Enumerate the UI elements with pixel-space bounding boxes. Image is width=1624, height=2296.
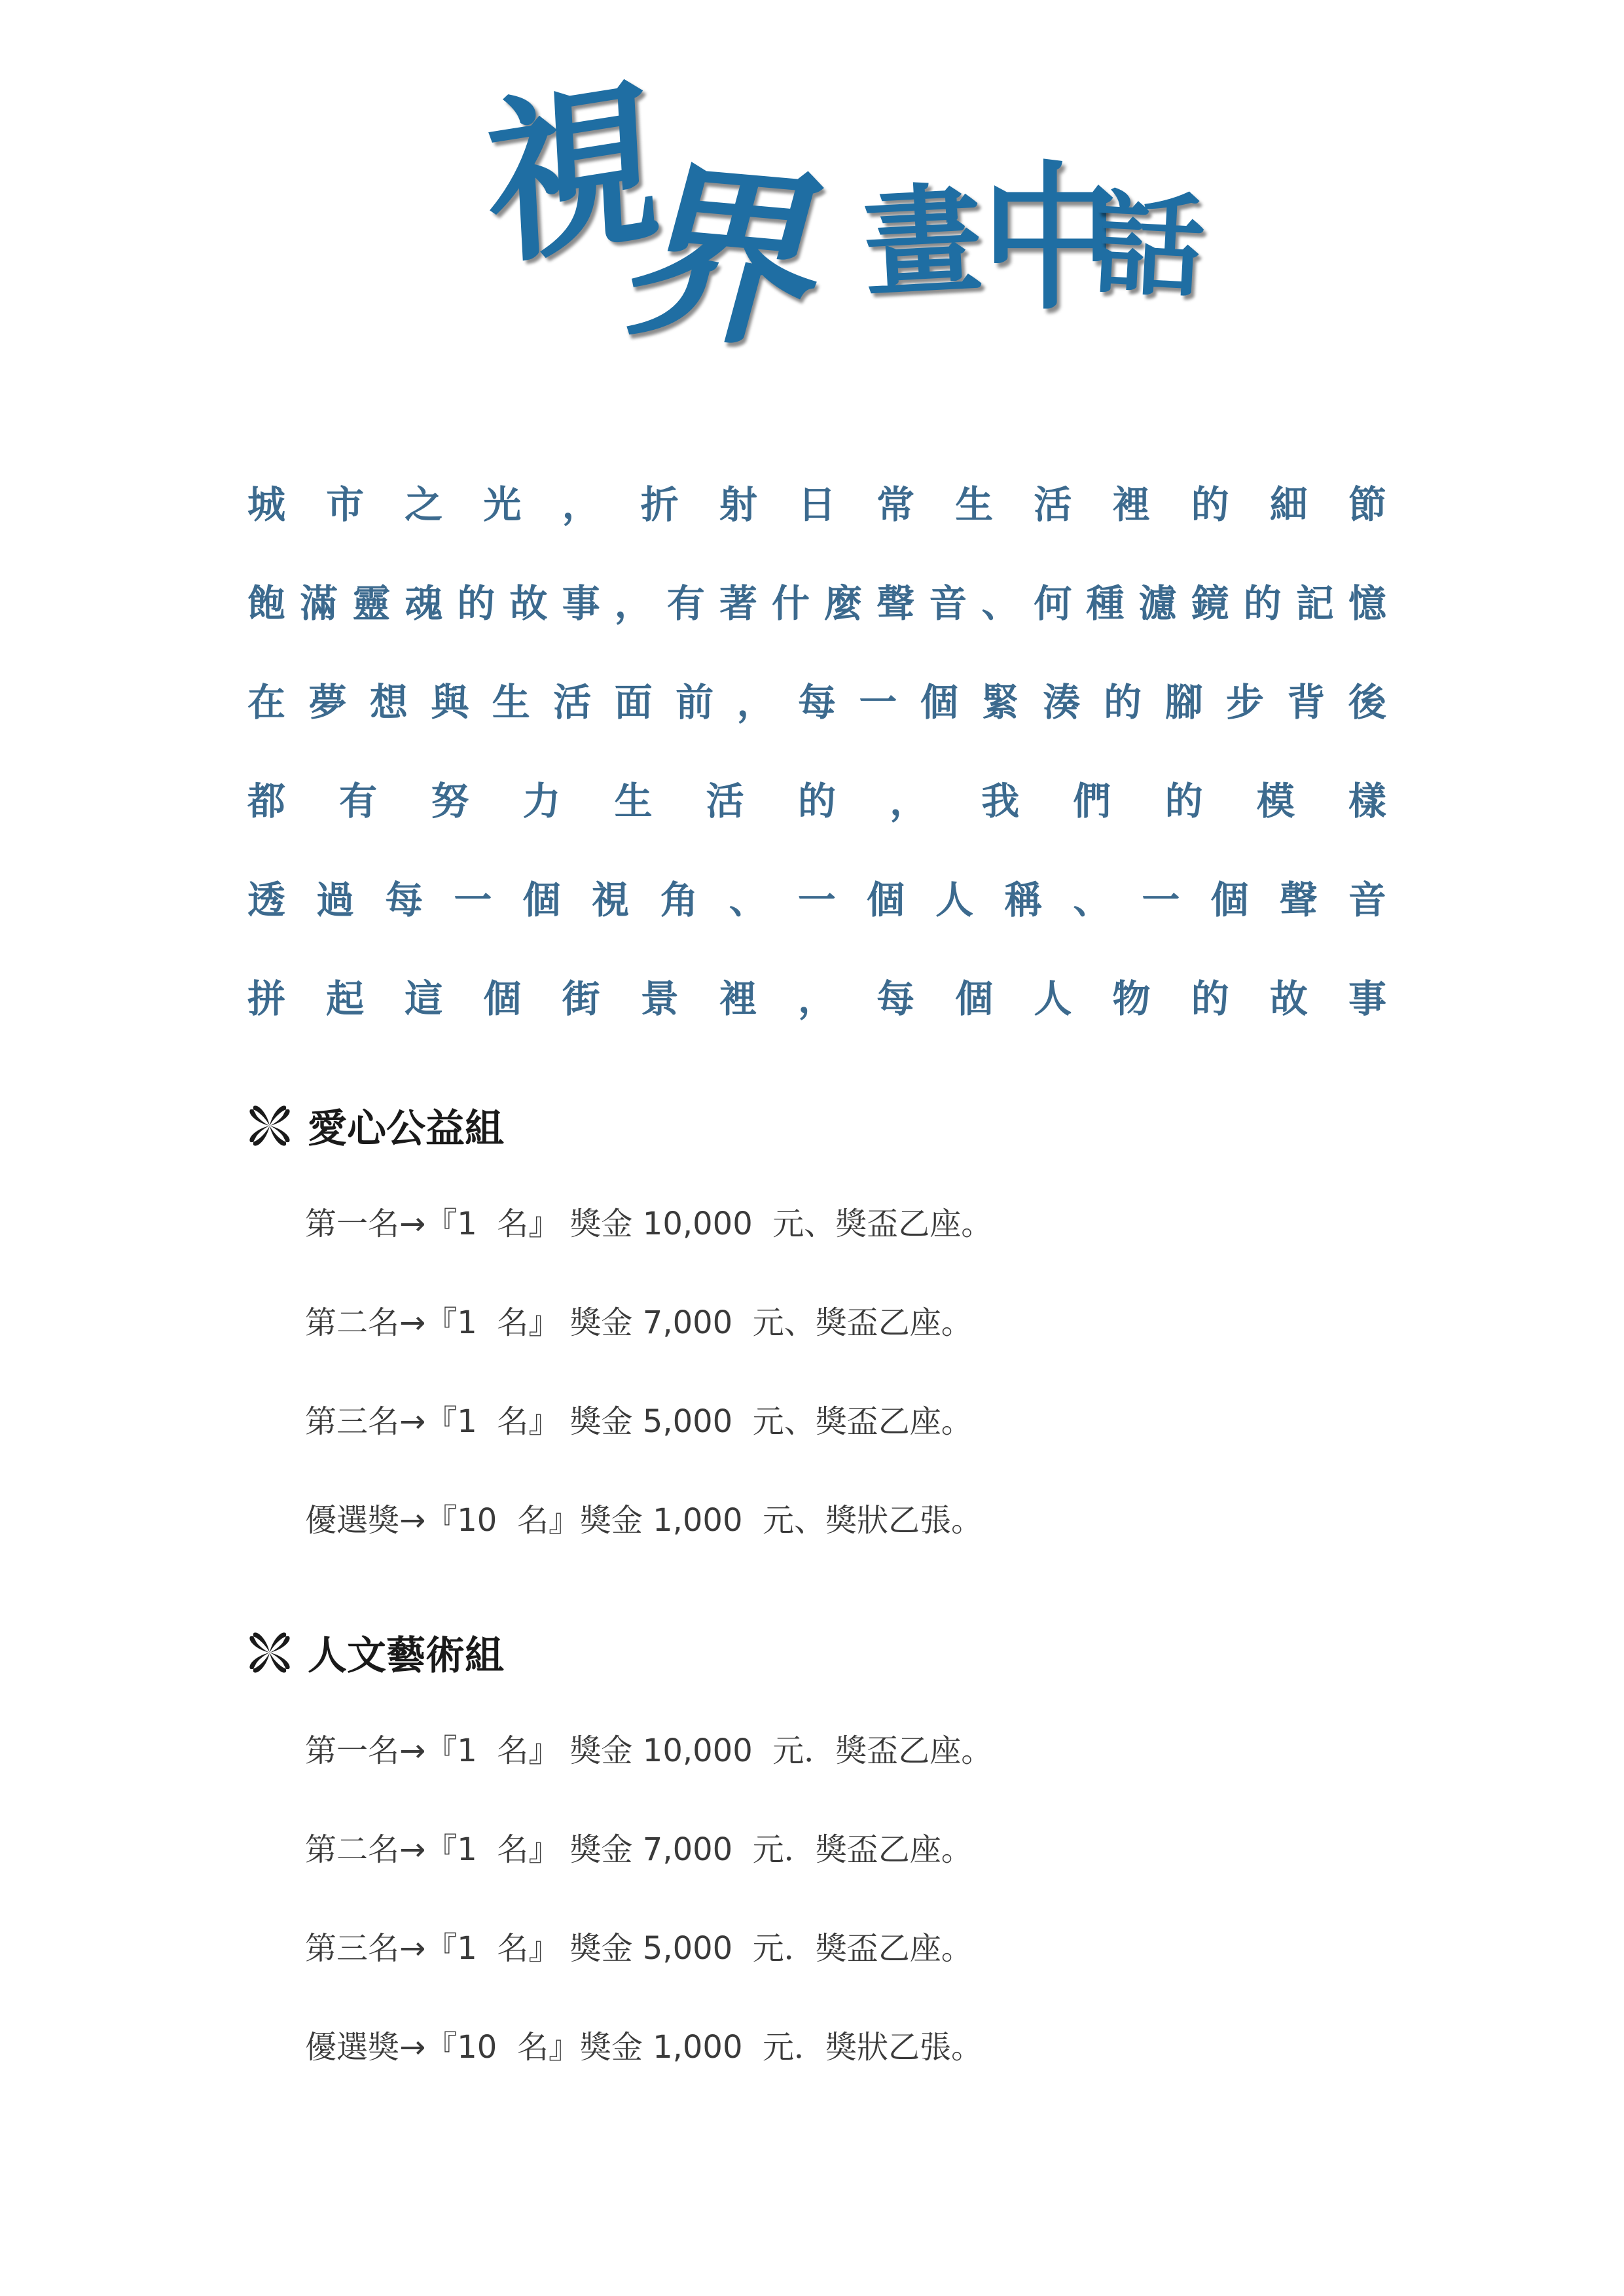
- poem-char: 個: [483, 976, 522, 1021]
- poem-line: [247, 649, 1386, 748]
- poem-char: 生: [614, 778, 653, 823]
- poem-char: ，: [797, 976, 836, 1021]
- poem-char: 人: [1034, 976, 1072, 1021]
- poem-char: 靈: [352, 581, 391, 626]
- poem-char: 稱: [1004, 877, 1043, 922]
- poem-char: 一: [1142, 877, 1180, 922]
- poem-char: 想: [369, 679, 408, 725]
- poem-char: 、: [1073, 877, 1111, 922]
- poem-char: 個: [1210, 877, 1249, 922]
- poem-char: 滿: [300, 581, 338, 626]
- poem-char: 鏡: [1191, 581, 1229, 626]
- poem-char: 角: [660, 877, 698, 922]
- poem-char: 夢: [308, 679, 347, 725]
- poem-char: ，: [890, 778, 928, 823]
- poem-char: 憶: [1348, 581, 1386, 626]
- poem-char: 街: [562, 976, 600, 1021]
- poem-char: 與: [431, 679, 469, 725]
- poem-char: 透: [247, 877, 286, 922]
- poem-char: 生: [492, 679, 530, 725]
- poem-char: 緊: [981, 679, 1020, 725]
- logo-char: 中: [982, 145, 1120, 332]
- poem-char: 射: [719, 482, 757, 527]
- poem-char: 努: [431, 778, 469, 823]
- poem-char: 聲: [1279, 877, 1318, 922]
- poem-char: 個: [955, 976, 994, 1021]
- poem-char: 個: [866, 877, 905, 922]
- poem-char: 模: [1256, 778, 1295, 823]
- poem-char: 都: [247, 778, 286, 823]
- poem-char: 事: [562, 581, 600, 626]
- award-item: 優選獎→『10 名』獎金 1,000 元．獎狀乙張。: [305, 2029, 983, 2066]
- poem-char: 的: [1243, 581, 1282, 626]
- clover-icon: [247, 1630, 292, 1675]
- poem-char: 魂: [405, 581, 443, 626]
- poem-char: 光: [483, 482, 522, 527]
- logo-char: 視: [480, 55, 666, 292]
- poem-char: 生: [955, 482, 994, 527]
- poem-char: 常: [876, 482, 915, 527]
- poem-char: 故: [509, 581, 548, 626]
- poem-char: 的: [1104, 679, 1142, 725]
- poem-char: 何: [1034, 581, 1072, 626]
- poem-char: 起: [326, 976, 365, 1021]
- poem-char: ，: [614, 581, 653, 626]
- poem-char: 活: [1034, 482, 1072, 527]
- poem-char: 故: [1269, 976, 1308, 1021]
- section-title: 愛心公益組: [308, 1106, 504, 1152]
- poem-char: 拼: [247, 976, 286, 1021]
- logo-char: 畫: [860, 170, 986, 314]
- award-list: [305, 1698, 992, 2094]
- poem-char: 的: [1191, 482, 1229, 527]
- poem-char: 折: [640, 482, 679, 527]
- poem-char: 音: [1348, 877, 1386, 922]
- poem-char: 、: [729, 877, 767, 922]
- poem-char: 步: [1226, 679, 1265, 725]
- poem-char: 記: [1295, 581, 1334, 626]
- logo-char: 話: [1089, 177, 1208, 314]
- poem-char: 視: [591, 877, 630, 922]
- poem-char: 一: [859, 679, 897, 725]
- poem-char: 樣: [1348, 778, 1386, 823]
- poem-char: 每: [876, 976, 915, 1021]
- clover-icon: [247, 1103, 292, 1148]
- poem-char: 裡: [719, 976, 757, 1021]
- poem-char: 之: [405, 482, 443, 527]
- award-item: 第三名→『1 名』 獎金 5,000 元、獎盃乙座。: [305, 1403, 973, 1440]
- poem-char: 著: [719, 581, 757, 626]
- poem-char: 一: [454, 877, 492, 922]
- poem-char: 濾: [1138, 581, 1177, 626]
- poem-char: 們: [1073, 778, 1111, 823]
- poem-char: 的: [457, 581, 496, 626]
- poem-line: [247, 452, 1386, 550]
- poem-char: 一: [797, 877, 836, 922]
- poem-char: 個: [522, 877, 561, 922]
- poem-char: 音: [929, 581, 967, 626]
- intro-poem: [247, 452, 1386, 1045]
- poem-char: 人: [935, 877, 974, 922]
- poem-char: 後: [1348, 679, 1386, 725]
- award-item: 第二名→『1 名』 獎金 7,000 元、獎盃乙座。: [305, 1304, 973, 1341]
- poem-char: ，: [562, 482, 600, 527]
- poem-char: 裡: [1112, 482, 1151, 527]
- poem-char: 面: [614, 679, 653, 725]
- poem-char: 麼: [824, 581, 863, 626]
- poem-char: 腳: [1164, 679, 1203, 725]
- award-item: 第一名→『1 名』 獎金 10,000 元、獎盃乙座。: [305, 1206, 993, 1242]
- poem-char: 湊: [1042, 679, 1081, 725]
- poem-char: 有: [339, 778, 378, 823]
- poem-line: [247, 847, 1386, 946]
- poem-char: 的: [797, 778, 836, 823]
- title-logo: [471, 55, 1208, 380]
- poem-char: 種: [1086, 581, 1125, 626]
- poem-line: [247, 946, 1386, 1045]
- poem-char: 細: [1269, 482, 1308, 527]
- poem-line: [247, 550, 1386, 649]
- poem-char: 活: [553, 679, 592, 725]
- poem-char: 城: [247, 482, 286, 527]
- logo-char: 界: [605, 141, 854, 376]
- poem-char: 物: [1112, 976, 1151, 1021]
- award-item: 第一名→『1 名』 獎金 10,000 元．獎盃乙座。: [305, 1732, 993, 1769]
- poem-char: 每: [797, 679, 836, 725]
- poem-char: 、: [981, 581, 1020, 626]
- poem-char: 的: [1191, 976, 1229, 1021]
- poem-char: 背: [1287, 679, 1326, 725]
- poem-char: 在: [247, 679, 286, 725]
- poem-line: [247, 748, 1386, 847]
- poem-char: 個: [920, 679, 958, 725]
- poem-char: ，: [736, 679, 775, 725]
- poem-char: 活: [706, 778, 744, 823]
- section-title: 人文藝術組: [308, 1633, 504, 1679]
- section-heading: [247, 1096, 504, 1155]
- poem-char: 景: [640, 976, 679, 1021]
- poem-char: 的: [1164, 778, 1203, 823]
- poem-char: 每: [385, 877, 424, 922]
- poem-char: 事: [1348, 976, 1386, 1021]
- poem-char: 聲: [876, 581, 915, 626]
- award-item: 第三名→『1 名』 獎金 5,000 元．獎盃乙座。: [305, 1930, 973, 1967]
- section-heading: [247, 1623, 504, 1682]
- poem-char: 力: [522, 778, 561, 823]
- poem-char: 市: [326, 482, 365, 527]
- poem-char: 過: [316, 877, 355, 922]
- poem-char: 什: [771, 581, 810, 626]
- poem-char: 我: [981, 778, 1020, 823]
- poem-char: 飽: [247, 581, 286, 626]
- award-item: 優選獎→『10 名』獎金 1,000 元、獎狀乙張。: [305, 1502, 983, 1539]
- poem-char: 節: [1348, 482, 1386, 527]
- award-item: 第二名→『1 名』 獎金 7,000 元．獎盃乙座。: [305, 1831, 973, 1868]
- poem-char: 日: [797, 482, 836, 527]
- poem-char: 這: [405, 976, 443, 1021]
- poem-char: 前: [676, 679, 714, 725]
- award-list: [305, 1172, 992, 1567]
- poem-char: 有: [666, 581, 705, 626]
